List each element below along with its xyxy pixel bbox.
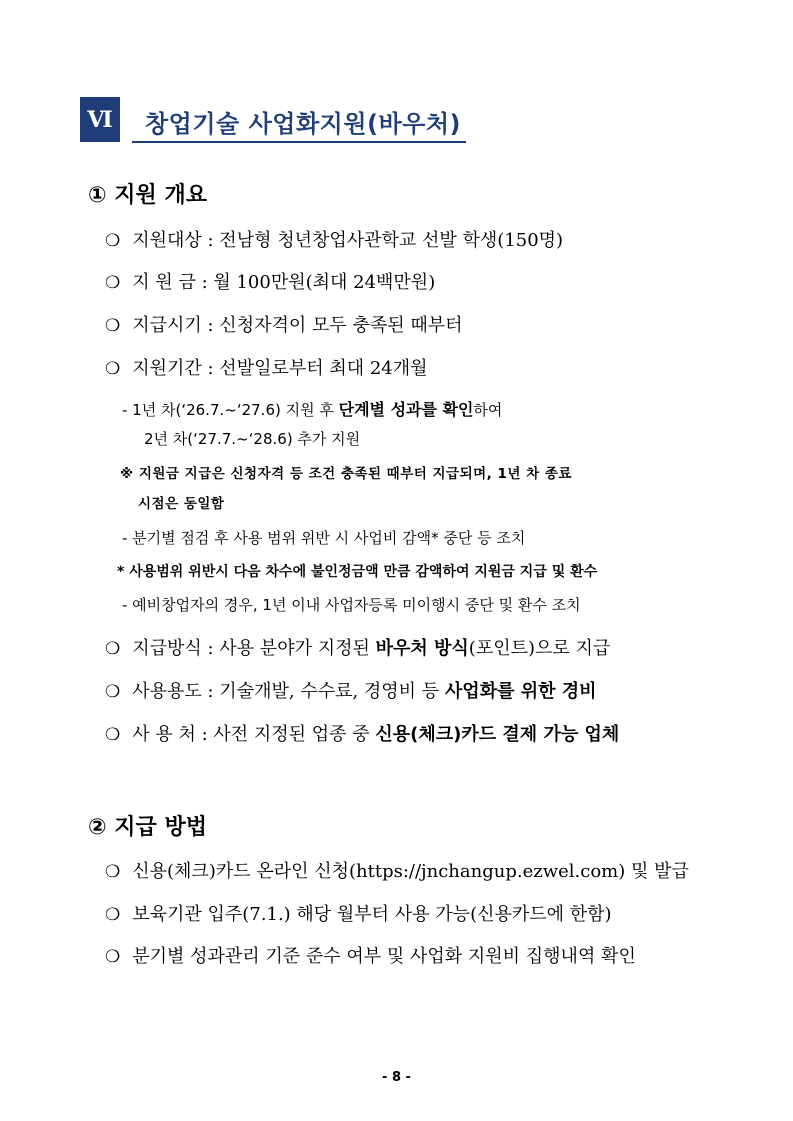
bullet-icon: ❍ bbox=[105, 231, 121, 251]
bullet-usage: ❍ 사용용도 : 기술개발, 수수료, 경영비 등 사업화를 위한 경비 bbox=[105, 681, 597, 702]
bullet-period: ❍ 지원기간 : 선발일로부터 최대 24개월 bbox=[105, 358, 428, 379]
bullet-icon: ❍ bbox=[105, 639, 121, 659]
sub-first-year: - 1년 차(‘26.7.~‘27.6) 지원 후 단계별 성과를 확인하여 bbox=[122, 400, 503, 419]
bullet-icon: ❍ bbox=[105, 359, 121, 379]
bullet-target: ❍ 지원대상 : 전남형 청년창업사관학교 선발 학생(150명) bbox=[105, 230, 564, 251]
bullet-icon: ❍ bbox=[105, 947, 121, 967]
note-line-1: ※ 지원금 지급은 신청자격 등 조건 충족된 때부터 지급되며, 1년 차 종료 bbox=[120, 466, 572, 482]
note-line-2: 시점은 동일함 bbox=[138, 496, 225, 512]
sub-quarterly-check: - 분기별 점검 후 사용 범위 위반 시 사업비 감액* 중단 등 조치 bbox=[122, 529, 526, 547]
bullet-timing: ❍ 지급시기 : 신청자격이 모두 충족된 때부터 bbox=[105, 315, 463, 336]
bullet-quarterly-review: ❍ 분기별 성과관리 기준 준수 여부 및 사업화 지원비 집행내역 확인 bbox=[105, 946, 636, 967]
sub-preliminary: - 예비창업자의 경우, 1년 이내 사업자등록 미이행시 중단 및 환수 조치 bbox=[122, 596, 581, 614]
bullet-payment-method: ❍ 지급방식 : 사용 분야가 지정된 바우처 방식(포인트)으로 지급 bbox=[105, 638, 611, 659]
page-number: - 8 - bbox=[382, 1070, 411, 1085]
bullet-icon: ❍ bbox=[105, 273, 121, 293]
bullet-icon: ❍ bbox=[105, 316, 121, 336]
bullet-amount: ❍ 지 원 금 : 월 100만원(최대 24백만원) bbox=[105, 272, 436, 293]
section-number-badge: Ⅵ bbox=[80, 97, 120, 142]
sub-second-year: 2년 차(‘27.7.~‘28.6) 추가 지원 bbox=[144, 430, 361, 448]
bullet-icon: ❍ bbox=[105, 862, 121, 882]
section-title: 창업기술 사업화지원(바우처) bbox=[145, 110, 462, 138]
bullet-where: ❍ 사 용 처 : 사전 지정된 업종 중 신용(체크)카드 결제 가능 업체 bbox=[105, 724, 620, 745]
title-underline bbox=[132, 141, 466, 143]
bullet-icon: ❍ bbox=[105, 905, 121, 925]
bullet-icon: ❍ bbox=[105, 682, 121, 702]
bullet-usage-start: ❍ 보육기관 입주(7.1.) 해당 월부터 사용 가능(신용카드에 한함) bbox=[105, 904, 612, 925]
heading-payment: ② 지급 방법 bbox=[88, 815, 207, 840]
heading-overview: ① 지원 개요 bbox=[88, 183, 207, 208]
star-note: * 사용범위 위반시 다음 차수에 불인정금액 만큼 감액하여 지원금 지급 및 환수 bbox=[117, 564, 598, 580]
bullet-icon: ❍ bbox=[105, 725, 121, 745]
bullet-card-apply: ❍ 신용(체크)카드 온라인 신청(https://jnchangup.ezwel.com) 및 발급 bbox=[105, 861, 689, 882]
